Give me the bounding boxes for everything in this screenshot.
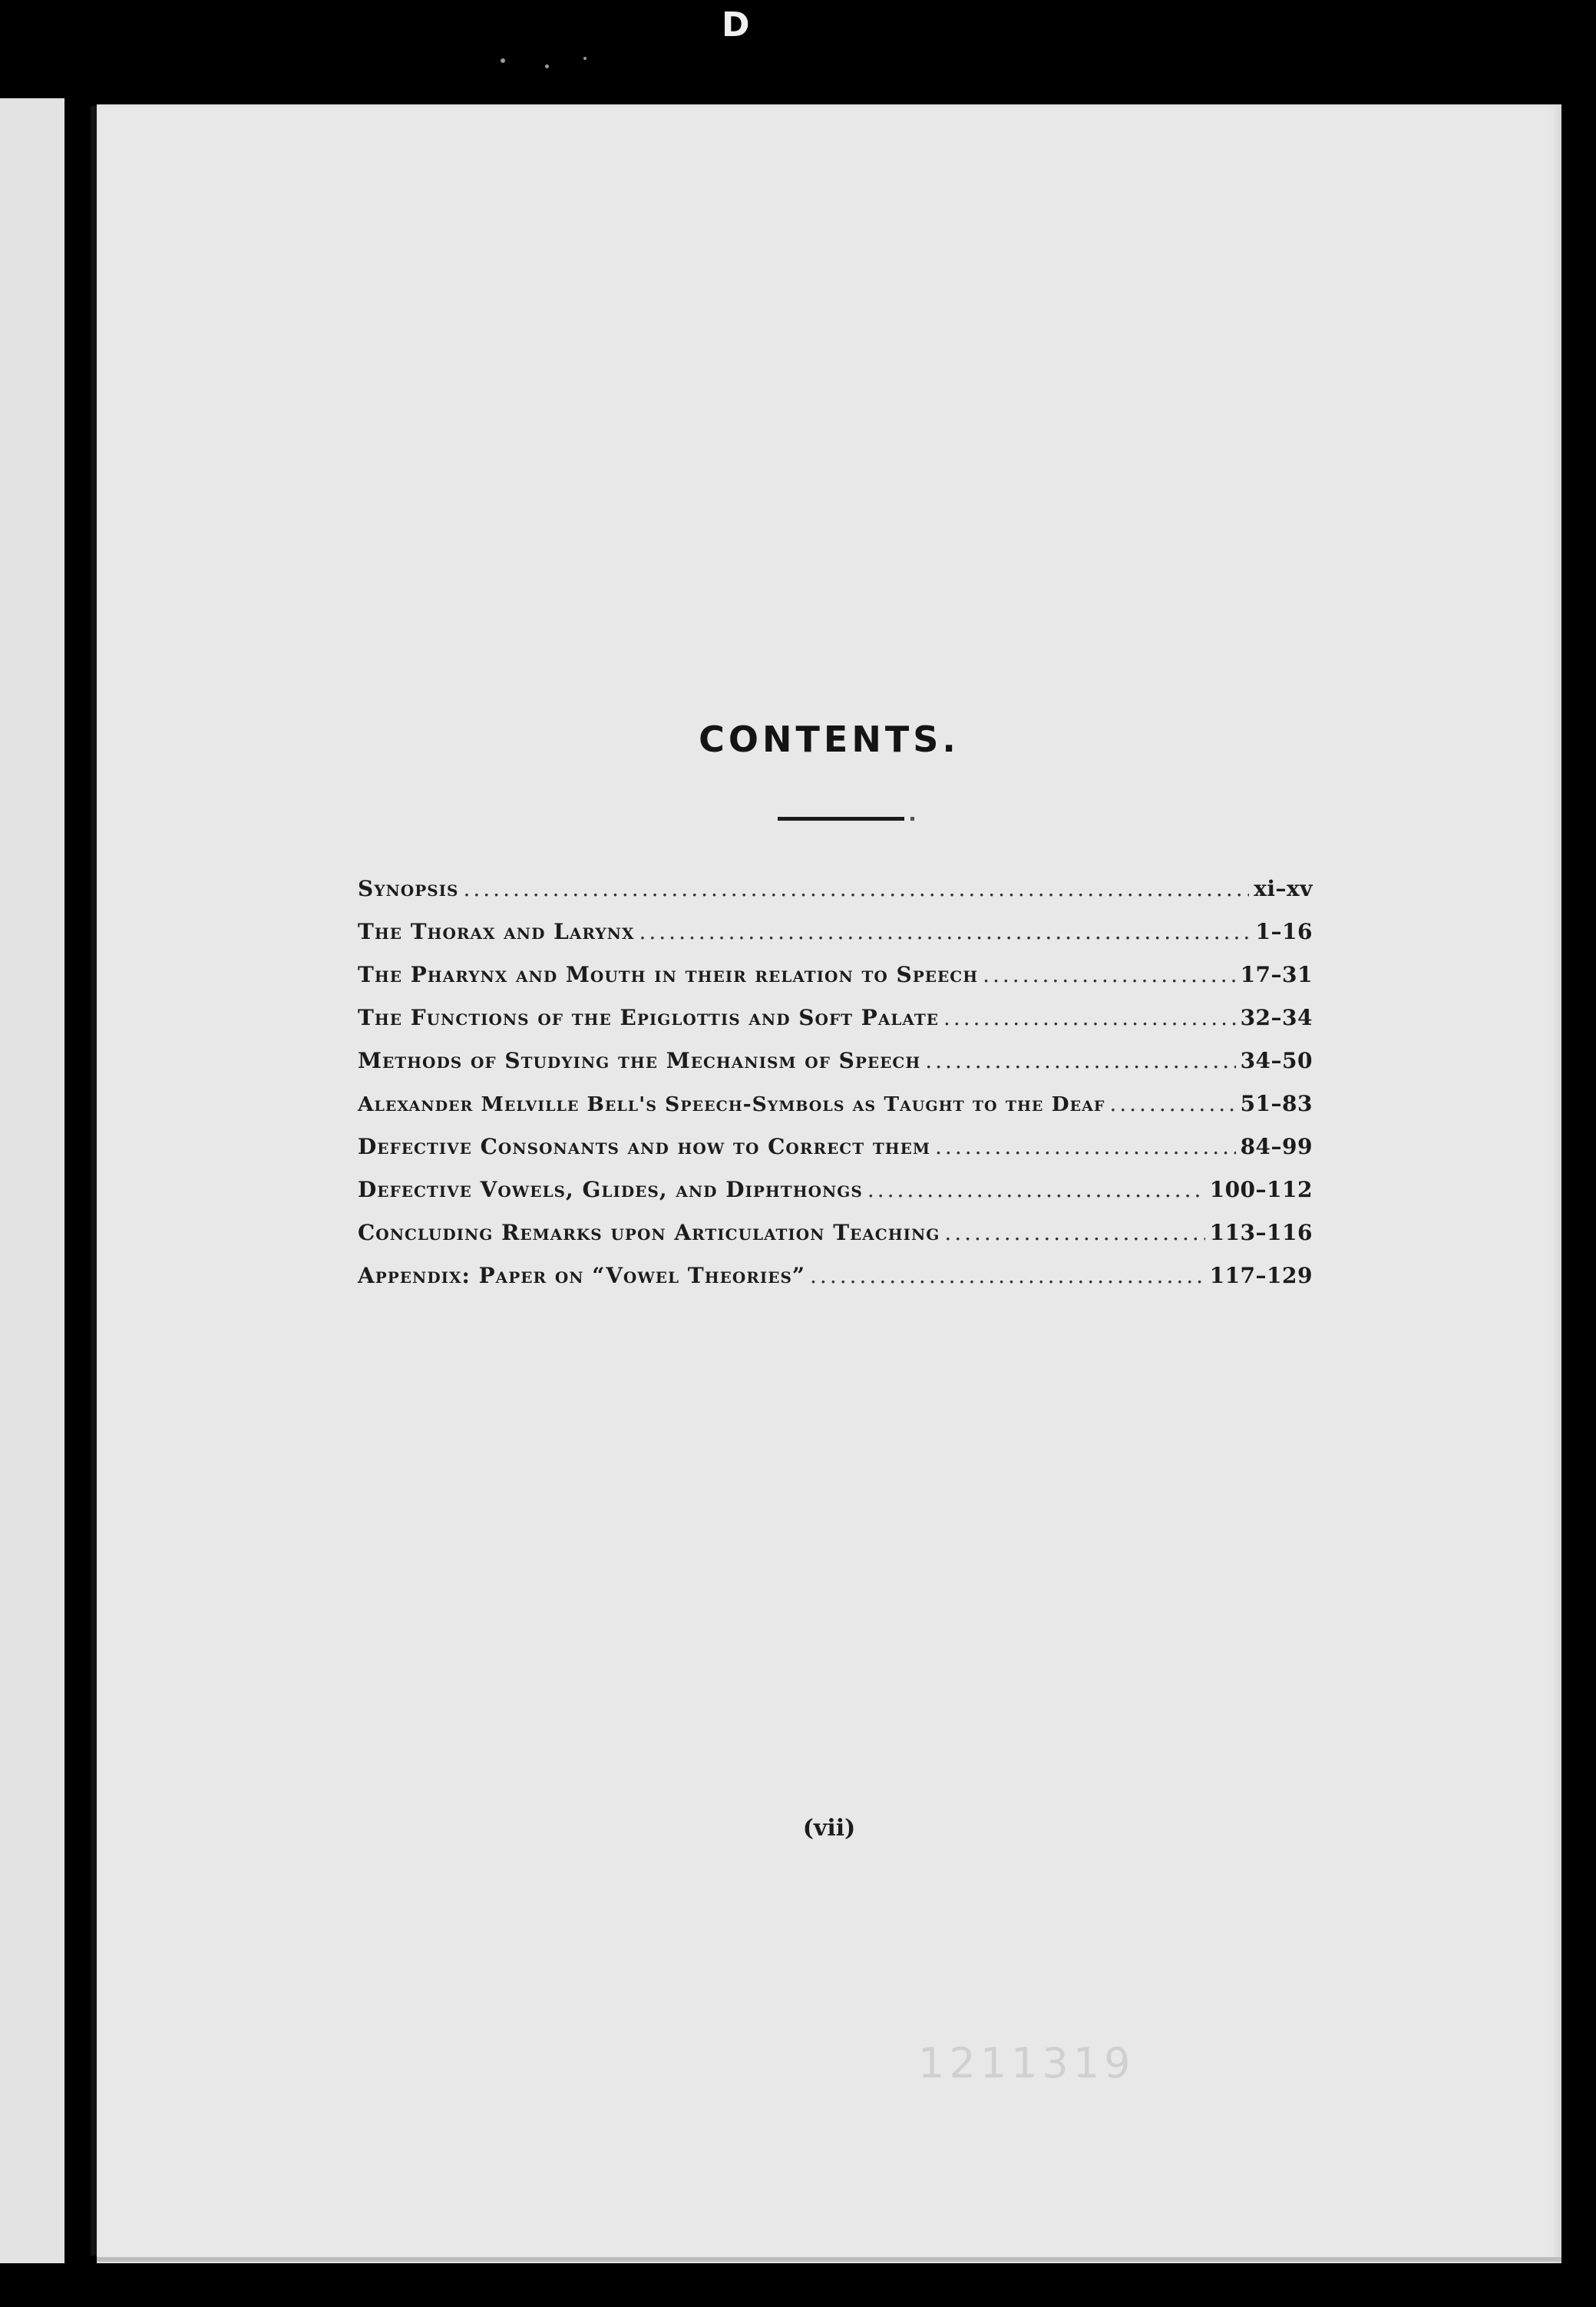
- toc-entry-pages: 32–34: [1240, 1005, 1313, 1030]
- film-marker: D: [722, 5, 750, 45]
- title-rule: [778, 817, 904, 821]
- table-of-contents: [358, 876, 1313, 1306]
- toc-entry-title: Defective Vowels, Glides, and Diphthongs: [358, 1177, 863, 1202]
- toc-entry-title: The Thorax and Larynx: [358, 919, 635, 944]
- toc-entry-title: Concluding Remarks upon Articulation Teaching: [358, 1220, 940, 1245]
- toc-entry: [358, 1091, 1313, 1134]
- toc-entry: [358, 1134, 1313, 1177]
- dot-leader: [943, 1005, 1236, 1030]
- page-number: (vii): [802, 1815, 856, 1842]
- toc-entry-pages: 117–129: [1209, 1263, 1313, 1288]
- scan-specks: [499, 54, 606, 77]
- page-bottom-edge: [97, 2257, 1561, 2262]
- faded-library-stamp: 1211319: [918, 2039, 1135, 2087]
- toc-entry: [358, 1048, 1313, 1091]
- toc-entry-pages: xi–xv: [1254, 876, 1313, 901]
- dot-leader: [944, 1220, 1204, 1245]
- toc-entry-pages: 51–83: [1240, 1091, 1313, 1116]
- toc-entry: [358, 962, 1313, 1005]
- toc-entry-title: The Pharynx and Mouth in their relation to Speech: [358, 962, 979, 987]
- toc-entry: [358, 1220, 1313, 1263]
- toc-entry-pages: 113–116: [1209, 1220, 1313, 1245]
- dot-leader: [639, 919, 1251, 944]
- gutter-shadow: [91, 106, 97, 2256]
- contents-page: [97, 104, 1561, 2263]
- rule-speck: [910, 817, 914, 821]
- toc-entry-title: The Functions of the Epiglottis and Soft Palate: [358, 1005, 939, 1030]
- toc-entry: [358, 1177, 1313, 1220]
- toc-entry-pages: 1–16: [1255, 919, 1313, 944]
- toc-entry-pages: 100–112: [1209, 1177, 1313, 1202]
- dot-leader: [810, 1263, 1205, 1288]
- dot-leader: [983, 962, 1235, 987]
- toc-entry-pages: 34–50: [1240, 1048, 1313, 1073]
- toc-entry: [358, 919, 1313, 962]
- toc-entry: [358, 1263, 1313, 1306]
- dot-leader: [1109, 1091, 1235, 1116]
- dot-leader: [463, 876, 1249, 901]
- toc-entry-title: Appendix: Paper on “Vowel Theories”: [358, 1263, 806, 1288]
- toc-entry-title: Synopsis: [358, 876, 459, 901]
- toc-entry-title: Alexander Melville Bell's Speech-Symbols as Taught to the Deaf: [358, 1092, 1105, 1116]
- toc-entry-pages: 84–99: [1240, 1134, 1313, 1159]
- toc-entry: [358, 876, 1313, 919]
- page-title: CONTENTS.: [699, 719, 960, 760]
- toc-entry: [358, 1005, 1313, 1048]
- dot-leader: [867, 1177, 1205, 1202]
- toc-entry-pages: 17–31: [1240, 962, 1313, 987]
- toc-entry-title: Defective Consonants and how to Correct them: [358, 1134, 931, 1159]
- dot-leader: [925, 1048, 1235, 1073]
- dot-leader: [935, 1134, 1236, 1159]
- toc-entry-title: Methods of Studying the Mechanism of Speech: [358, 1048, 921, 1073]
- previous-page-edge: [0, 98, 64, 2263]
